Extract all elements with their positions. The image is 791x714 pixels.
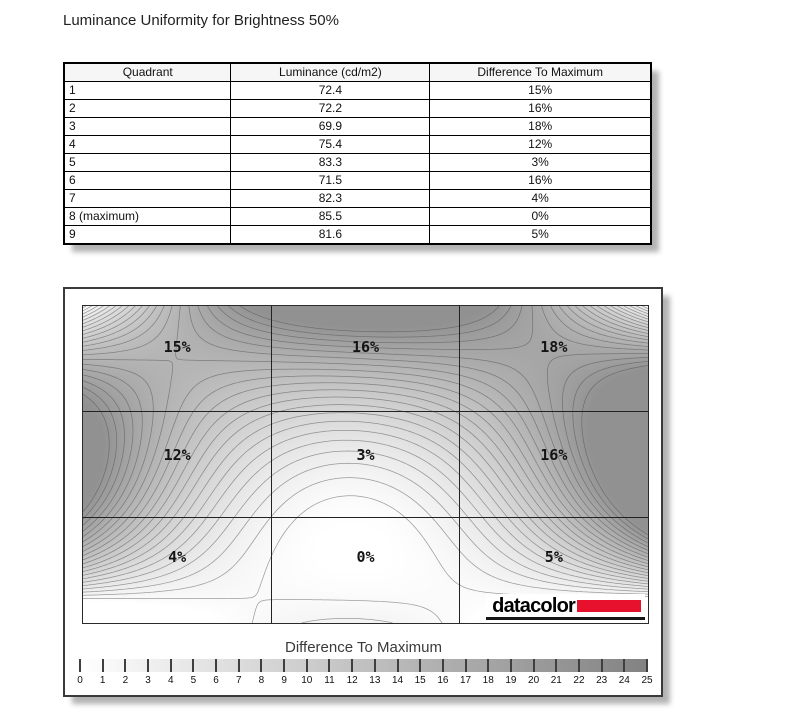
scale-tick-label: 11 xyxy=(324,675,335,686)
scale-tick xyxy=(351,659,353,672)
scale-tick-label: 17 xyxy=(459,675,472,686)
scale-tick-label: 12 xyxy=(346,675,358,686)
scale-tick xyxy=(102,659,104,672)
quadrant-label: 16% xyxy=(540,445,568,464)
scale-tick xyxy=(465,659,467,672)
scale-tick-label: 23 xyxy=(596,675,608,686)
scale-tick-label: 24 xyxy=(618,675,630,686)
scale-tick-label: 2 xyxy=(122,675,129,686)
scale-tick-label: 14 xyxy=(391,675,404,686)
quadrant-label: 5% xyxy=(544,548,563,567)
scale-tick-label: 7 xyxy=(235,675,242,686)
quadrant-label: 3% xyxy=(356,445,375,464)
scale-tick xyxy=(510,659,512,672)
scale-tick xyxy=(328,659,330,672)
scale-tick-label: 3 xyxy=(145,675,151,686)
scale-tick-label: 9 xyxy=(281,675,287,686)
uniformity-contour-chart xyxy=(63,287,663,697)
scale-tick xyxy=(306,659,308,672)
scale-tick xyxy=(124,659,126,672)
scale-tick xyxy=(623,659,625,672)
table-row: 3 69.9 18% xyxy=(64,118,651,136)
scale-tick xyxy=(487,659,489,672)
scale-tick xyxy=(578,659,580,672)
table-row: 8 (maximum) 85.5 0% xyxy=(64,208,651,226)
scale-tick xyxy=(442,659,444,672)
scale-tick-label: 0 xyxy=(77,675,83,686)
table-row: 2 72.2 16% xyxy=(64,100,651,118)
scale-tick-label: 6 xyxy=(213,675,219,686)
scale-tick-label: 20 xyxy=(528,675,540,686)
scale-tick xyxy=(397,659,399,672)
page-title: Luminance Uniformity for Brightness 50% xyxy=(63,12,339,29)
scale-tick-label: 13 xyxy=(369,675,381,686)
scale-tick-label: 1 xyxy=(99,675,106,686)
scale-tick-label: 8 xyxy=(258,675,265,686)
contour-plot-area xyxy=(82,305,649,624)
quadrant-label: 15% xyxy=(163,337,191,356)
quadrant-label: 16% xyxy=(351,337,380,356)
table-row: 7 82.3 4% xyxy=(64,190,651,208)
quadrant-label: 18% xyxy=(540,337,568,356)
scale-tick xyxy=(170,659,172,672)
scale-tick xyxy=(283,659,285,672)
scale-tick xyxy=(555,659,557,672)
scale-tick-label: 18 xyxy=(482,675,494,686)
scale-tick-label: 4 xyxy=(167,675,174,686)
quadrant-label: 0% xyxy=(356,548,375,567)
scale-tick-label: 25 xyxy=(641,675,653,686)
col-header-quadrant: Quadrant xyxy=(64,63,231,82)
scale-tick xyxy=(79,659,81,672)
scale-title: Difference To Maximum xyxy=(284,639,442,656)
quadrant-label: 12% xyxy=(163,445,191,464)
table-row: 5 83.3 3% xyxy=(64,154,651,172)
scale-tick-label: 19 xyxy=(505,675,517,686)
table-row: 1 72.4 15% xyxy=(64,82,651,100)
scale-tick xyxy=(260,659,262,672)
scale-tick xyxy=(238,659,240,672)
datacolor-logo-text: datacolor xyxy=(492,595,575,617)
table-row: 4 75.4 12% xyxy=(64,136,651,154)
scale-tick-label: 21 xyxy=(550,675,562,686)
col-header-difference: Difference To Maximum xyxy=(430,63,651,82)
scale-tick-label: 10 xyxy=(301,675,313,686)
table-row: 9 81.6 5% xyxy=(64,226,651,245)
luminance-table xyxy=(63,62,652,245)
table-header-row xyxy=(64,63,651,82)
scale-tick xyxy=(192,659,194,672)
table-row: 6 71.5 16% xyxy=(64,172,651,190)
scale-numbers xyxy=(77,675,653,687)
scale-tick-label: 5 xyxy=(190,675,197,686)
datacolor-logo-red-bar xyxy=(577,600,641,612)
scale-tick xyxy=(215,659,217,672)
scale-tick xyxy=(646,659,648,672)
quadrant-label: 4% xyxy=(168,548,187,567)
scale-tick xyxy=(374,659,376,672)
scale-tick xyxy=(419,659,421,672)
col-header-luminance: Luminance (cd/m2) xyxy=(231,63,430,82)
datacolor-logo xyxy=(486,594,645,620)
scale-tick-label: 15 xyxy=(414,675,426,686)
scale-tick xyxy=(147,659,149,672)
scale-tick-label: 22 xyxy=(573,675,585,686)
scale-tick xyxy=(533,659,535,672)
scale-tick-label: 16 xyxy=(437,675,449,686)
scale-gradient-bar xyxy=(80,659,647,672)
scale-tick xyxy=(601,659,603,672)
